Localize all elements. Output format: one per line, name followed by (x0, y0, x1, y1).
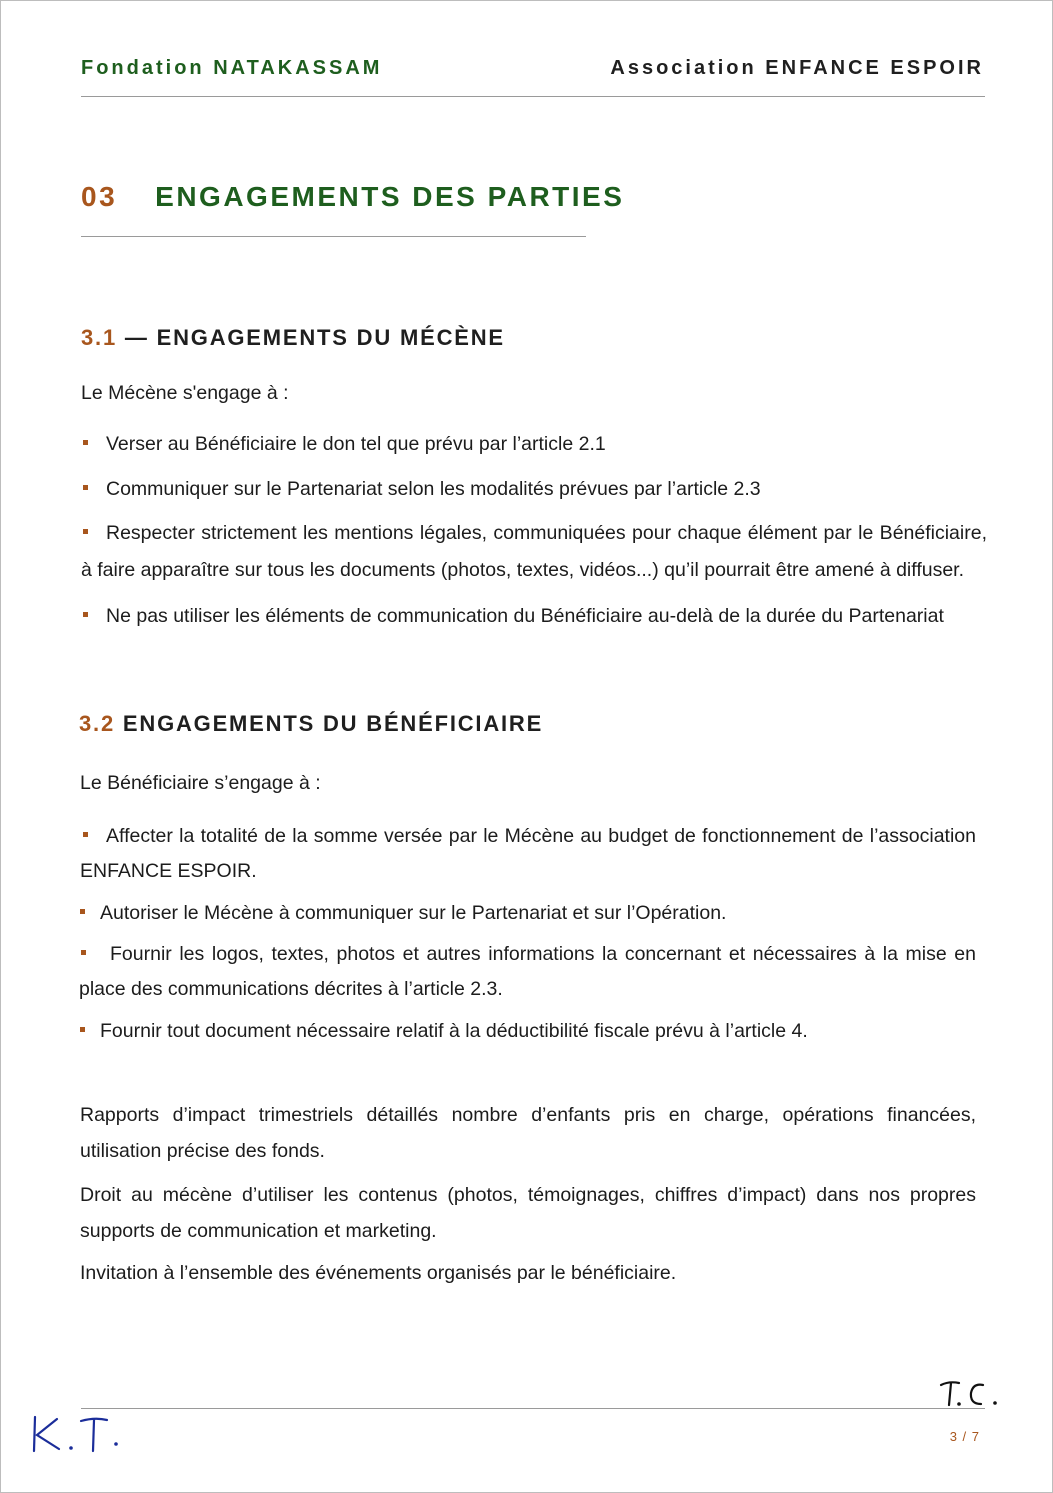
page-number: 3 / 7 (949, 1429, 980, 1444)
footer-divider (81, 1408, 985, 1409)
section-number: 03 (81, 181, 118, 212)
subsection-title: ENGAGEMENTS DU BÉNÉFICIAIRE (122, 711, 544, 736)
list-item-text: Fournir tout document nécessaire relatif à la déductibilité fiscale prévu à l’article 4. (100, 1020, 808, 1042)
list-item-text: Respecter strictement les mentions légales, communiquées pour chaque élément par le Bénéficiaire, à faire apparaître sur tous les documents (photos, textes, vidéos...) qu’il pourrait être amené à diffuser. (81, 522, 987, 581)
signature-right (935, 1373, 1007, 1413)
signature-left (29, 1411, 129, 1457)
list-item-text: Verser au Bénéficiaire le don tel que prévu par l’article 2.1 (106, 433, 606, 455)
bullet-square-icon (83, 440, 88, 445)
list-item-text: Ne pas utiliser les éléments de communication du Bénéficiaire au-delà de la durée du Partenariat (106, 605, 944, 627)
list-item (80, 894, 976, 932)
paragraph-invitation: Invitation à l’ensemble des événements organisés par le bénéficiaire. (80, 1262, 677, 1284)
list-item-text: Communiquer sur le Partenariat selon les modalités prévues par l’article 2.3 (106, 478, 761, 500)
subsection-title: — ENGAGEMENTS DU MÉCÈNE (124, 325, 505, 350)
subsection-number: 3.2 (79, 711, 115, 736)
list-item-text: Autoriser le Mécène à communiquer sur le Partenariat et sur l’Opération. (100, 902, 727, 924)
paragraph-content-rights: Droit au mécène d’utiliser les contenus (photos, témoignages, chiffres d’impact) dans nos propres supports de communication et marketing. (80, 1184, 976, 1242)
section-title: ENGAGEMENTS DES PARTIES (155, 181, 625, 212)
list-item (79, 937, 976, 1007)
subsection-number: 3.1 (81, 325, 117, 350)
list-item-text: Affecter la totalité de la somme versée par le Mécène au budget de fonctionnement de l’association ENFANCE ESPOIR. (80, 825, 976, 882)
list-item (80, 819, 976, 889)
list-item-text: Fournir les logos, textes, photos et autres informations la concernant et nécessaires à la mise en place des communications décrites à l’article 2.3. (79, 943, 976, 1000)
intro-paragraph: Le Bénéficiaire s’engage à : (80, 772, 321, 794)
bullet-square-icon (83, 832, 88, 837)
bullet-square-icon (83, 485, 88, 490)
section-divider (81, 236, 586, 237)
header-foundation-name: Fondation NATAKASSAM (81, 57, 383, 79)
list-item (83, 425, 983, 463)
list-item (81, 515, 987, 589)
header-association-name: Association ENFANCE ESPOIR (610, 57, 984, 79)
bullet-square-icon (80, 909, 85, 914)
subsection-heading-beneficiaire (79, 711, 543, 737)
intro-paragraph: Le Mécène s'engage à : (81, 382, 289, 404)
header-divider (81, 96, 985, 97)
bullet-square-icon (80, 1027, 85, 1032)
list-item (83, 470, 983, 508)
bullet-square-icon (81, 950, 86, 955)
paragraph-impact-reports: Rapports d’impact trimestriels détaillés nombre d’enfants pris en charge, opérations financées, utilisation précise des fonds. (80, 1104, 976, 1162)
subsection-heading-mecene (81, 325, 505, 351)
bullet-square-icon (83, 529, 88, 534)
list-item (83, 597, 983, 635)
section-heading (81, 181, 624, 213)
list-item (80, 1012, 976, 1050)
bullet-square-icon (83, 612, 88, 617)
